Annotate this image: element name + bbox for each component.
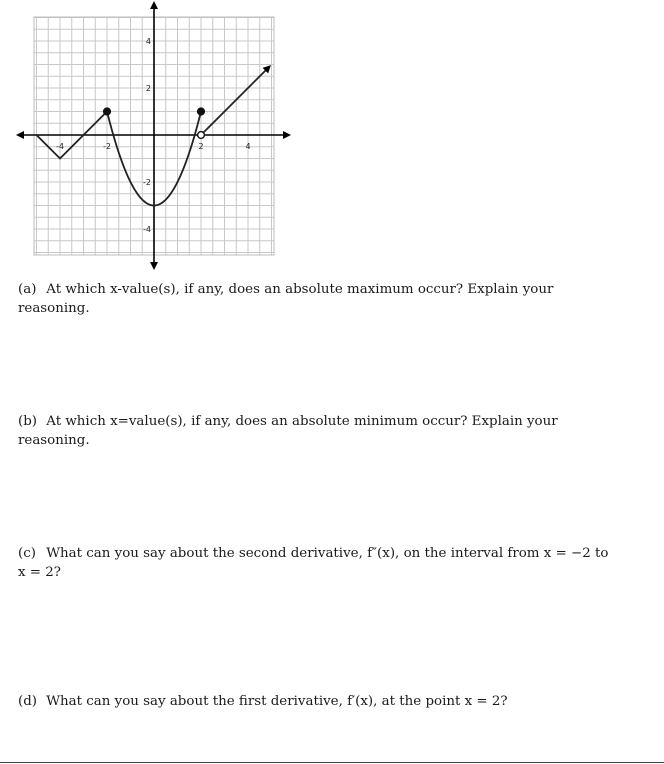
filled-point bbox=[197, 108, 204, 115]
question-c-text-continued: x = 2? bbox=[18, 565, 61, 580]
question-d-label: (d) bbox=[18, 694, 38, 709]
question-b-label: (b) bbox=[18, 414, 38, 429]
question-b-text: At which x=value(s), if any, does an absolute minimum occur? Explain your reasoning. bbox=[18, 414, 558, 448]
y-tick-label: 4 bbox=[145, 37, 151, 46]
filled-point bbox=[103, 108, 110, 115]
y-axis-down-arrow bbox=[150, 262, 158, 270]
curve-arrow bbox=[201, 67, 270, 136]
x-axis-left-arrow bbox=[16, 131, 24, 139]
x-tick-label: 4 bbox=[245, 142, 251, 151]
question-c-text: What can you say about the second derivative, f″(x), on the interval from x = −2 to bbox=[46, 546, 609, 561]
question-c bbox=[18, 544, 618, 582]
question-b bbox=[18, 412, 618, 450]
question-d bbox=[18, 692, 618, 711]
x-tick-label: -4 bbox=[56, 142, 64, 151]
question-a bbox=[18, 280, 618, 318]
page-bottom-rule bbox=[0, 762, 664, 763]
y-tick-label: 2 bbox=[145, 84, 151, 93]
question-c-label: (c) bbox=[18, 546, 36, 561]
y-tick-label: -2 bbox=[143, 178, 151, 187]
x-axis-right-arrow bbox=[283, 131, 291, 139]
x-tick-label: -2 bbox=[103, 142, 111, 151]
question-d-text: What can you say about the first derivative, f′(x), at the point x = 2? bbox=[46, 694, 508, 709]
x-tick-label: 2 bbox=[198, 142, 204, 151]
question-a-text: At which x-value(s), if any, does an absolute maximum occur? Explain your reasoning. bbox=[18, 282, 554, 316]
y-tick-label: -4 bbox=[143, 225, 151, 234]
function-graph bbox=[0, 0, 300, 272]
y-axis-up-arrow bbox=[150, 1, 158, 9]
open-point bbox=[198, 132, 205, 139]
question-a-label: (a) bbox=[18, 282, 37, 297]
